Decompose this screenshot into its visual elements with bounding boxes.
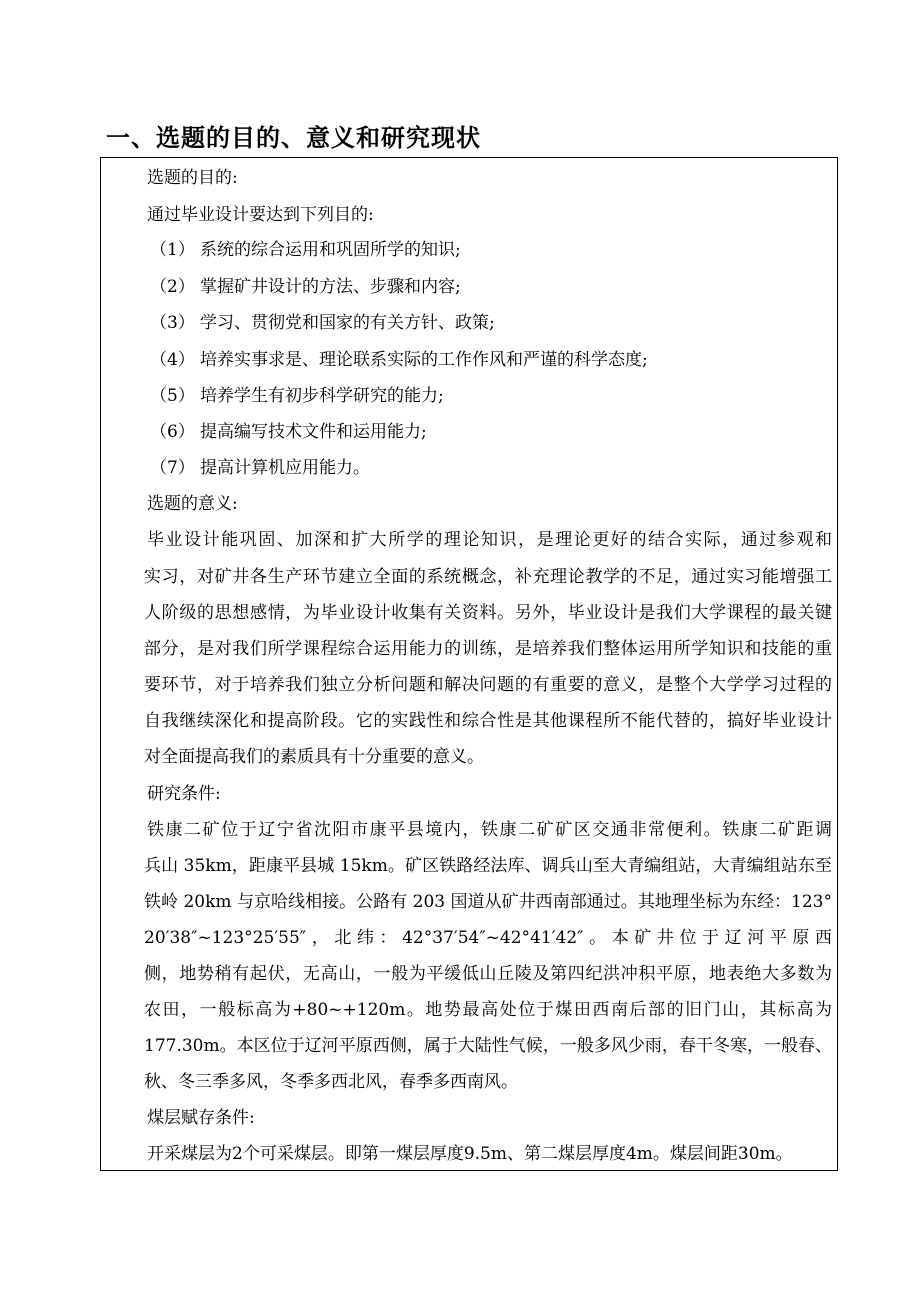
purpose-item: [150, 350, 648, 370]
significance-line: 人阶级的思想感情，为毕业设计收集有关资料。另外，毕业设计是我们大学课程的最关键: [144, 603, 832, 623]
conditions-line: 铁岭 20km 与京哈线相接。公路有 203 国道从矿井西南部通过。其地理坐标为东经：123°: [144, 892, 832, 912]
conditions-line: 兵山 35km，距康平县城 15km。矿区铁路经法库、调兵山至大青编组站，大青编组站东至: [144, 856, 832, 876]
purpose-item: [150, 313, 495, 333]
significance-line: 自我继续深化和提高阶段。它的实践性和综合性是其他课程所不能代替的，搞好毕业设计: [144, 711, 832, 731]
conditions-label: 研究条件:: [147, 784, 221, 804]
item-text: 培养学生有初步科学研究的能力;: [200, 386, 444, 406]
item-text: 系统的综合运用和巩固所学的知识;: [200, 240, 461, 260]
item-number: （6）: [150, 422, 195, 442]
conditions-line: 侧，地势稍有起伏，无高山，一般为平缓低山丘陵及第四纪洪冲积平原，地表绝大多数为: [144, 964, 832, 984]
item-number: （5）: [150, 386, 195, 406]
purpose-item: [150, 386, 444, 406]
seam-label: 煤层赋存条件:: [147, 1108, 255, 1128]
significance-line: 实习，对矿井各生产环节建立全面的系统概念，补充理论教学的不足，通过实习能增强工: [144, 567, 832, 587]
significance-line: 对全面提高我们的素质具有十分重要的意义。: [144, 747, 484, 767]
item-text: 学习、贯彻党和国家的有关方针、政策;: [200, 313, 495, 333]
purpose-item: [150, 277, 461, 297]
purpose-item: [150, 422, 427, 442]
conditions-line: 农田，一般标高为+80~+120m。地势最高处位于煤田西南后部的旧门山，其标高为: [144, 1000, 832, 1020]
item-number: （3）: [150, 313, 195, 333]
significance-label: 选题的意义:: [147, 494, 238, 514]
conditions-line: 铁康二矿位于辽宁省沈阳市康平县境内，铁康二矿矿区交通非常便利。铁康二矿距调: [147, 820, 832, 840]
purpose-label: 选题的目的:: [147, 168, 238, 188]
item-number: （7）: [150, 458, 195, 478]
item-text: 提高计算机应用能力。: [200, 458, 370, 478]
significance-line: 毕业设计能巩固、加深和扩大所学的理论知识，是理论更好的结合实际，通过参观和: [147, 530, 832, 550]
purpose-intro: 通过毕业设计要达到下列目的:: [147, 205, 374, 225]
purpose-item: [150, 458, 370, 478]
conditions-line: 20′38″~123°25′55″，北纬：42°37′54″~42°41′42″。本矿井位于辽河平原西: [144, 928, 832, 948]
item-text: 培养实事求是、理论联系实际的工作作风和严谨的科学态度;: [200, 350, 648, 370]
item-number: （1）: [150, 240, 195, 260]
section-heading: 一、选题的目的、意义和研究现状: [106, 124, 481, 152]
significance-line: 要环节，对于培养我们独立分析问题和解决问题的有重要的意义，是整个大学学习过程的: [144, 675, 832, 695]
item-number: （2）: [150, 277, 195, 297]
seam-line: 开采煤层为2个可采煤层。即第一煤层厚度9.5m、第二煤层厚度4m。煤层间距30m。: [147, 1144, 793, 1164]
purpose-item: [150, 240, 461, 260]
significance-line: 部分，是对我们所学课程综合运用能力的训练，是培养我们整体运用所学知识和技能的重: [144, 639, 832, 659]
item-text: 掌握矿井设计的方法、步骤和内容;: [200, 277, 461, 297]
conditions-line: 秋、冬三季多风，冬季多西北风，春季多西南风。: [144, 1072, 518, 1092]
item-number: （4）: [150, 350, 195, 370]
item-text: 提高编写技术文件和运用能力;: [200, 422, 427, 442]
conditions-line: 177.30m。本区位于辽河平原西侧，属于大陆性气候，一般多风少雨，春干冬寒，一般春、: [144, 1036, 832, 1056]
